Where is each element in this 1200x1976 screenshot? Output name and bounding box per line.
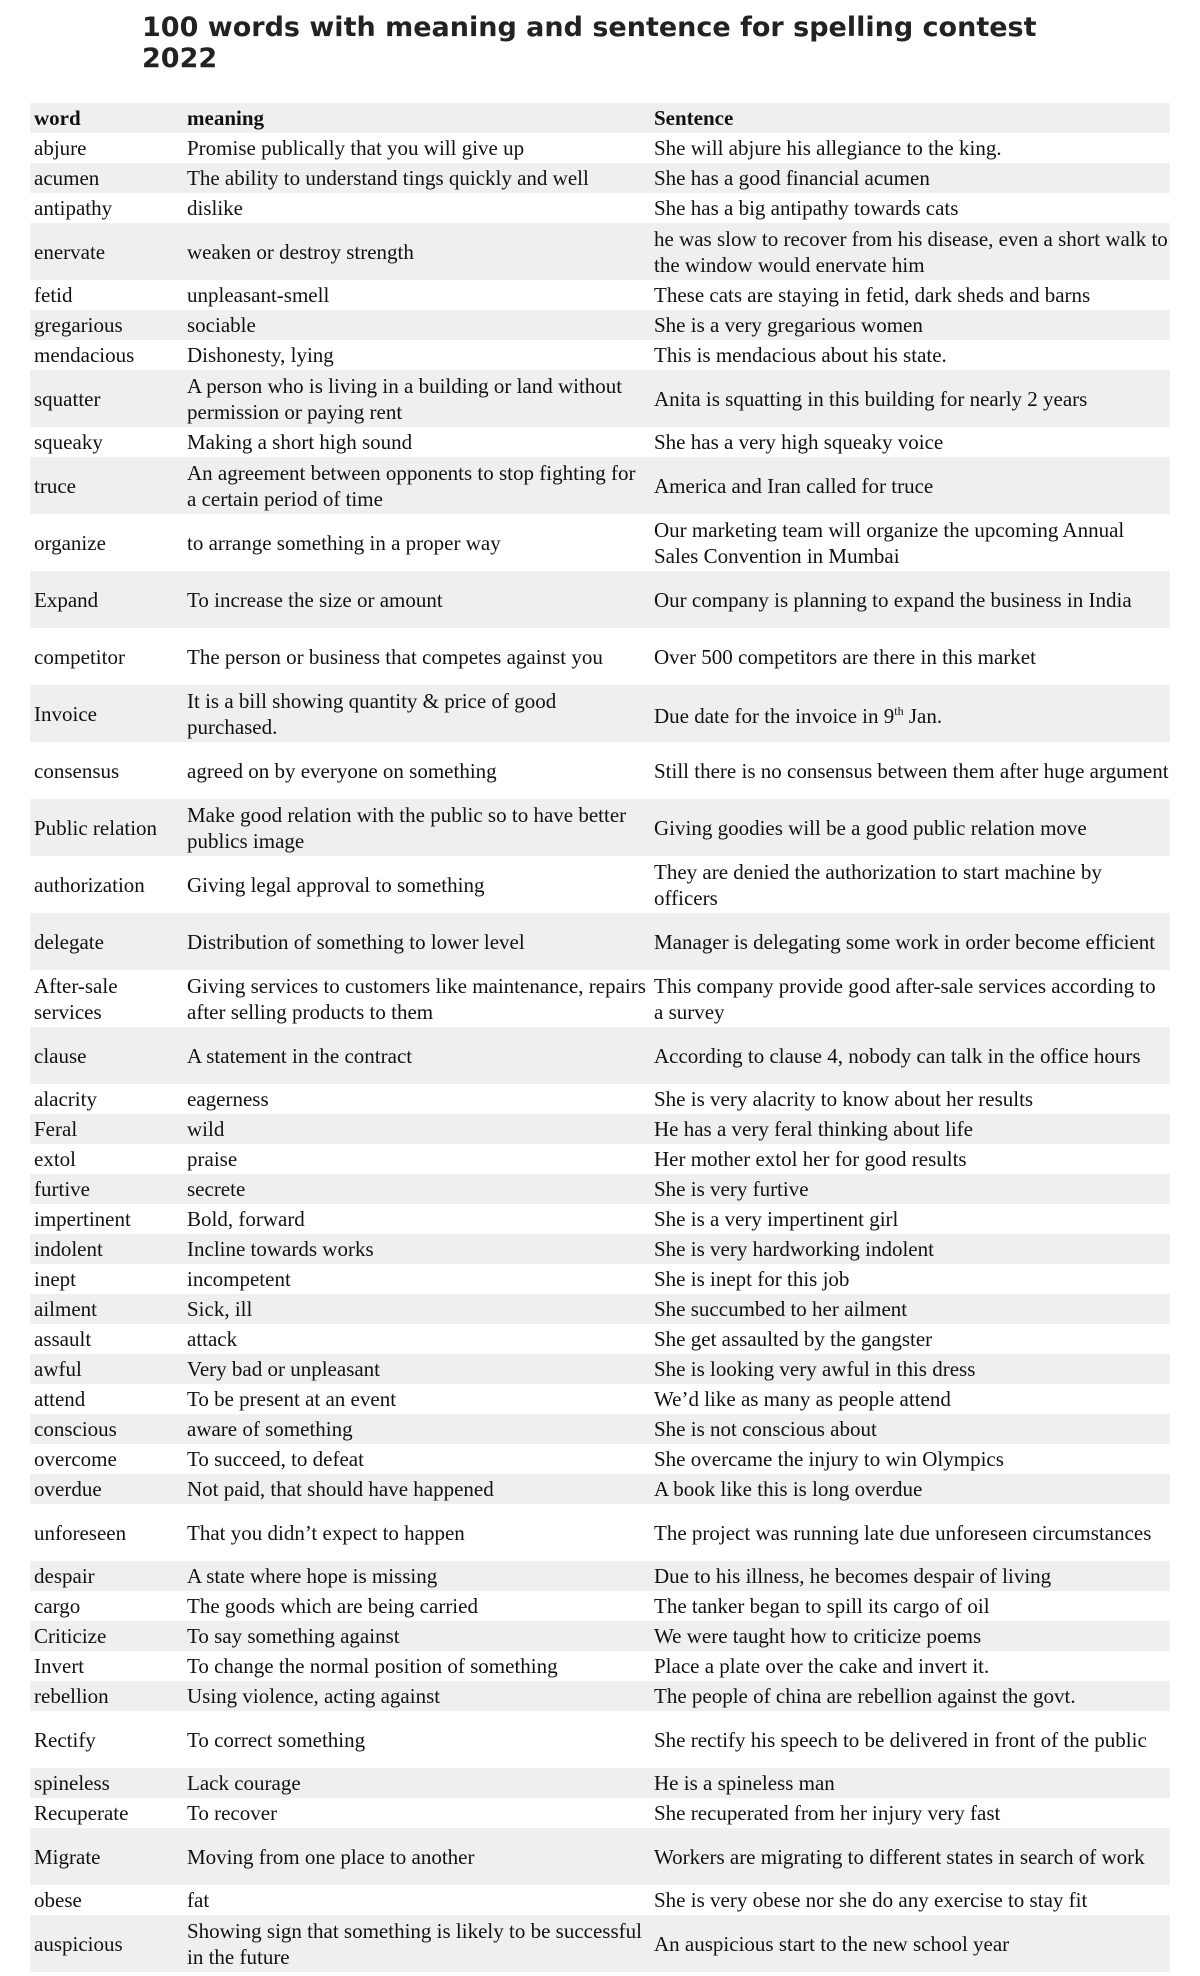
cell-meaning: incompetent	[187, 1267, 291, 1291]
cell-sentence: Manager is delegating some work in order become efficient	[654, 929, 1156, 954]
table-row	[30, 1798, 1170, 1828]
cell-word: extol	[34, 1147, 76, 1171]
cell-meaning: To recover	[187, 1801, 278, 1825]
cell-meaning: Sick, ill	[187, 1297, 253, 1321]
cell-meaning: wild	[187, 1117, 225, 1141]
table-row	[30, 427, 1170, 457]
cell-meaning: An agreement between opponents to stop fighting for a certain period of time	[187, 460, 636, 511]
cell-word: enervate	[34, 239, 106, 264]
cell-meaning: Not paid, that should have happened	[187, 1477, 494, 1501]
table-row	[30, 1414, 1170, 1444]
sentence-tail: Jan.	[903, 704, 943, 728]
table-row	[30, 310, 1170, 340]
ordinal-suffix: th	[894, 704, 904, 718]
table-row	[30, 571, 1170, 628]
table-row	[30, 1084, 1170, 1114]
cell-sentence: She is very alacrity to know about her results	[654, 1087, 1034, 1111]
cell-meaning: Incline towards works	[187, 1237, 374, 1261]
cell-word: Invert	[34, 1654, 85, 1678]
cell-word: Invoice	[34, 701, 97, 726]
cell-sentence: She succumbed to her ailment	[654, 1297, 908, 1321]
cell-sentence: Workers are migrating to different states in search of work	[654, 1844, 1145, 1869]
cell-sentence: He is a spineless man	[654, 1771, 835, 1795]
cell-sentence: Due to his illness, he becomes despair of living	[654, 1564, 1052, 1588]
cell-meaning: Moving from one place to another	[187, 1844, 475, 1869]
table-row	[30, 1915, 1170, 1972]
table-row	[30, 1885, 1170, 1915]
cell-meaning: Make good relation with the public so to have better publics image	[187, 802, 627, 853]
cell-word: overdue	[34, 1477, 102, 1501]
table-row	[30, 1768, 1170, 1798]
table-row	[30, 970, 1170, 1027]
word-table	[30, 103, 1170, 1972]
cell-word: alacrity	[34, 1087, 97, 1111]
cell-sentence: We were taught how to criticize poems	[654, 1624, 982, 1648]
cell-sentence: She is looking very awful in this dress	[654, 1357, 976, 1381]
cell-word: conscious	[34, 1417, 117, 1441]
table-row	[30, 1144, 1170, 1174]
table-row	[30, 856, 1170, 913]
cell-meaning: The goods which are being carried	[187, 1594, 478, 1618]
cell-sentence	[650, 685, 1170, 742]
table-row	[30, 1027, 1170, 1084]
cell-meaning: To say something against	[187, 1624, 400, 1648]
cell-word: fetid	[34, 283, 73, 307]
cell-sentence: This company provide good after-sale services according to a survey	[654, 973, 1156, 1024]
cell-sentence: She recuperated from her injury very fast	[654, 1801, 1001, 1825]
cell-meaning: praise	[187, 1147, 238, 1171]
column-header-meaning: meaning	[187, 106, 265, 130]
cell-word: indolent	[34, 1237, 103, 1261]
cell-sentence: he was slow to recover from his disease, even a short walk to the window would enervate him	[654, 226, 1168, 277]
cell-sentence: The tanker began to spill its cargo of oil	[654, 1594, 990, 1618]
cell-meaning: To correct something	[187, 1727, 366, 1752]
table-row	[30, 1174, 1170, 1204]
cell-meaning: To succeed, to defeat	[187, 1447, 364, 1471]
column-header-sentence: Sentence	[654, 106, 734, 130]
cell-meaning: attack	[187, 1327, 238, 1351]
cell-meaning: To change the normal position of something	[187, 1654, 558, 1678]
cell-word: truce	[34, 473, 76, 498]
cell-meaning: It is a bill showing quantity & price of good purchased.	[187, 688, 557, 739]
cell-meaning: Making a short high sound	[187, 430, 413, 454]
cell-sentence: She get assaulted by the gangster	[654, 1327, 933, 1351]
cell-meaning: A person who is living in a building or land without permission or paying rent	[187, 373, 623, 424]
cell-word: Rectify	[34, 1727, 96, 1752]
table-row	[30, 1384, 1170, 1414]
cell-sentence: He has a very feral thinking about life	[654, 1117, 973, 1141]
cell-word: mendacious	[34, 343, 135, 367]
cell-meaning: To increase the size or amount	[187, 587, 443, 612]
cell-sentence: Giving goodies will be a good public relation move	[654, 815, 1087, 840]
cell-meaning: to arrange something in a proper way	[187, 530, 501, 555]
cell-word: acumen	[34, 166, 100, 190]
cell-word: spineless	[34, 1771, 110, 1795]
cell-meaning: The person or business that competes against you	[187, 644, 603, 669]
cell-sentence: She has a big antipathy towards cats	[654, 196, 959, 220]
table-row	[30, 1561, 1170, 1591]
table-row	[30, 1114, 1170, 1144]
cell-meaning: To be present at an event	[187, 1387, 397, 1411]
table-row	[30, 1711, 1170, 1768]
sentence-text: Due date for the invoice in 9	[654, 704, 895, 728]
table-row	[30, 193, 1170, 223]
cell-meaning: Dishonesty, lying	[187, 343, 334, 367]
table-row	[30, 340, 1170, 370]
cell-word: clause	[34, 1043, 87, 1068]
cell-meaning: weaken or destroy strength	[187, 239, 414, 264]
table-row	[30, 742, 1170, 799]
cell-sentence: We’d like as many as people attend	[654, 1387, 951, 1411]
table-row	[30, 1681, 1170, 1711]
cell-meaning: Showing sign that something is likely to be successful in the future	[187, 1918, 642, 1969]
cell-sentence: She will abjure his allegiance to the king.	[654, 136, 1002, 160]
cell-word: abjure	[34, 136, 87, 160]
column-header-word: word	[34, 106, 81, 130]
cell-sentence: The people of china are rebellion against the govt.	[654, 1684, 1076, 1708]
cell-sentence: Our company is planning to expand the business in India	[654, 587, 1132, 612]
table-row	[30, 1294, 1170, 1324]
cell-word: Criticize	[34, 1624, 107, 1648]
table-row	[30, 133, 1170, 163]
cell-meaning: unpleasant-smell	[187, 283, 330, 307]
cell-meaning: sociable	[187, 313, 256, 337]
cell-word: gregarious	[34, 313, 123, 337]
cell-word: authorization	[34, 872, 145, 897]
table-row	[30, 370, 1170, 427]
cell-meaning: A statement in the contract	[187, 1043, 413, 1068]
cell-sentence: Place a plate over the cake and invert it.	[654, 1654, 990, 1678]
cell-word: despair	[34, 1564, 95, 1588]
cell-word: squeaky	[34, 430, 103, 454]
cell-word: attend	[34, 1387, 86, 1411]
cell-word: ailment	[34, 1297, 97, 1321]
table-row	[30, 1264, 1170, 1294]
cell-sentence: She is very obese nor she do any exercise to stay fit	[654, 1888, 1088, 1912]
cell-sentence: This is mendacious about his state.	[654, 343, 947, 367]
cell-sentence: She rectify his speech to be delivered in front of the public	[654, 1727, 1147, 1752]
cell-sentence: She has a good financial acumen	[654, 166, 930, 190]
cell-meaning: Giving services to customers like maintenance, repairs after selling products to them	[187, 973, 646, 1024]
cell-sentence: She is very furtive	[654, 1177, 809, 1201]
cell-word: furtive	[34, 1177, 90, 1201]
cell-sentence: An auspicious start to the new school year	[654, 1931, 1010, 1956]
table-row	[30, 685, 1170, 742]
cell-sentence: Anita is squatting in this building for nearly 2 years	[654, 386, 1088, 411]
table-row	[30, 280, 1170, 310]
page-title: 100 words with meaning and sentence for spelling contest 2022	[142, 12, 1037, 74]
cell-sentence: Our marketing team will organize the upcoming Annual Sales Convention in Mumbai	[654, 517, 1125, 568]
cell-word: squatter	[34, 386, 101, 411]
cell-word: Expand	[34, 587, 99, 612]
table-row	[30, 1354, 1170, 1384]
cell-meaning: fat	[187, 1888, 210, 1912]
table-row	[30, 1234, 1170, 1264]
cell-word: After-sale services	[34, 973, 118, 1024]
cell-meaning: aware of something	[187, 1417, 353, 1441]
cell-word: rebellion	[34, 1684, 109, 1708]
cell-meaning: The ability to understand tings quickly and well	[187, 166, 589, 190]
cell-sentence: She is a very impertinent girl	[654, 1207, 899, 1231]
table-row	[30, 1444, 1170, 1474]
cell-sentence: Still there is no consensus between them after huge argument	[654, 758, 1169, 783]
table-row	[30, 913, 1170, 970]
cell-meaning: secrete	[187, 1177, 246, 1201]
table-row	[30, 1324, 1170, 1354]
cell-meaning: agreed on by everyone on something	[187, 758, 497, 783]
cell-meaning: Very bad or unpleasant	[187, 1357, 381, 1381]
cell-meaning: eagerness	[187, 1087, 269, 1111]
cell-word: delegate	[34, 929, 104, 954]
cell-word: Public relation	[34, 815, 158, 840]
cell-sentence: America and Iran called for truce	[654, 473, 934, 498]
table-row	[30, 163, 1170, 193]
cell-word: obese	[34, 1888, 82, 1912]
cell-word: awful	[34, 1357, 82, 1381]
table-row	[30, 1474, 1170, 1504]
cell-sentence: She is not conscious about	[654, 1417, 877, 1441]
cell-meaning: dislike	[187, 196, 243, 220]
cell-word: Recuperate	[34, 1801, 129, 1825]
table-header-row	[30, 103, 1170, 133]
cell-sentence: Over 500 competitors are there in this market	[654, 644, 1036, 669]
cell-sentence: These cats are staying in fetid, dark sheds and barns	[654, 283, 1091, 307]
cell-word: unforeseen	[34, 1520, 127, 1545]
table-row	[30, 1828, 1170, 1885]
cell-sentence: She overcame the injury to win Olympics	[654, 1447, 1004, 1471]
cell-word: consensus	[34, 758, 120, 783]
cell-sentence: They are denied the authorization to start machine by officers	[654, 859, 1102, 910]
table-row	[30, 1651, 1170, 1681]
table-row	[30, 1621, 1170, 1651]
cell-sentence: According to clause 4, nobody can talk in the office hours	[654, 1043, 1141, 1068]
cell-meaning: Lack courage	[187, 1771, 301, 1795]
cell-sentence: A book like this is long overdue	[654, 1477, 923, 1501]
table-row	[30, 628, 1170, 685]
cell-meaning: A state where hope is missing	[187, 1564, 438, 1588]
cell-word: antipathy	[34, 196, 113, 220]
table-body	[30, 133, 1170, 1972]
table-row	[30, 1204, 1170, 1234]
cell-meaning: Bold, forward	[187, 1207, 305, 1231]
cell-word: assault	[34, 1327, 92, 1351]
table-row	[30, 223, 1170, 280]
cell-word: competitor	[34, 644, 125, 669]
cell-sentence: She is a very gregarious women	[654, 313, 923, 337]
cell-word: organize	[34, 530, 106, 555]
cell-word: inept	[34, 1267, 76, 1291]
cell-word: Feral	[34, 1117, 78, 1141]
cell-word: overcome	[34, 1447, 117, 1471]
cell-meaning: Using violence, acting against	[187, 1684, 441, 1708]
table-row	[30, 514, 1170, 571]
table-row	[30, 1591, 1170, 1621]
cell-word: Migrate	[34, 1844, 101, 1869]
cell-meaning: Distribution of something to lower level	[187, 929, 525, 954]
cell-meaning: That you didn’t expect to happen	[187, 1520, 465, 1545]
cell-word: impertinent	[34, 1207, 131, 1231]
cell-sentence: The project was running late due unforeseen circumstances	[654, 1520, 1152, 1545]
cell-sentence: She is inept for this job	[654, 1267, 850, 1291]
cell-sentence: She is very hardworking indolent	[654, 1237, 934, 1261]
table-row	[30, 799, 1170, 856]
cell-sentence: She has a very high squeaky voice	[654, 430, 944, 454]
cell-meaning: Promise publically that you will give up	[187, 136, 525, 160]
table-row	[30, 457, 1170, 514]
cell-word: auspicious	[34, 1931, 123, 1956]
cell-word: cargo	[34, 1594, 81, 1618]
cell-meaning: Giving legal approval to something	[187, 872, 485, 897]
cell-sentence: Her mother extol her for good results	[654, 1147, 967, 1171]
table-row	[30, 1504, 1170, 1561]
